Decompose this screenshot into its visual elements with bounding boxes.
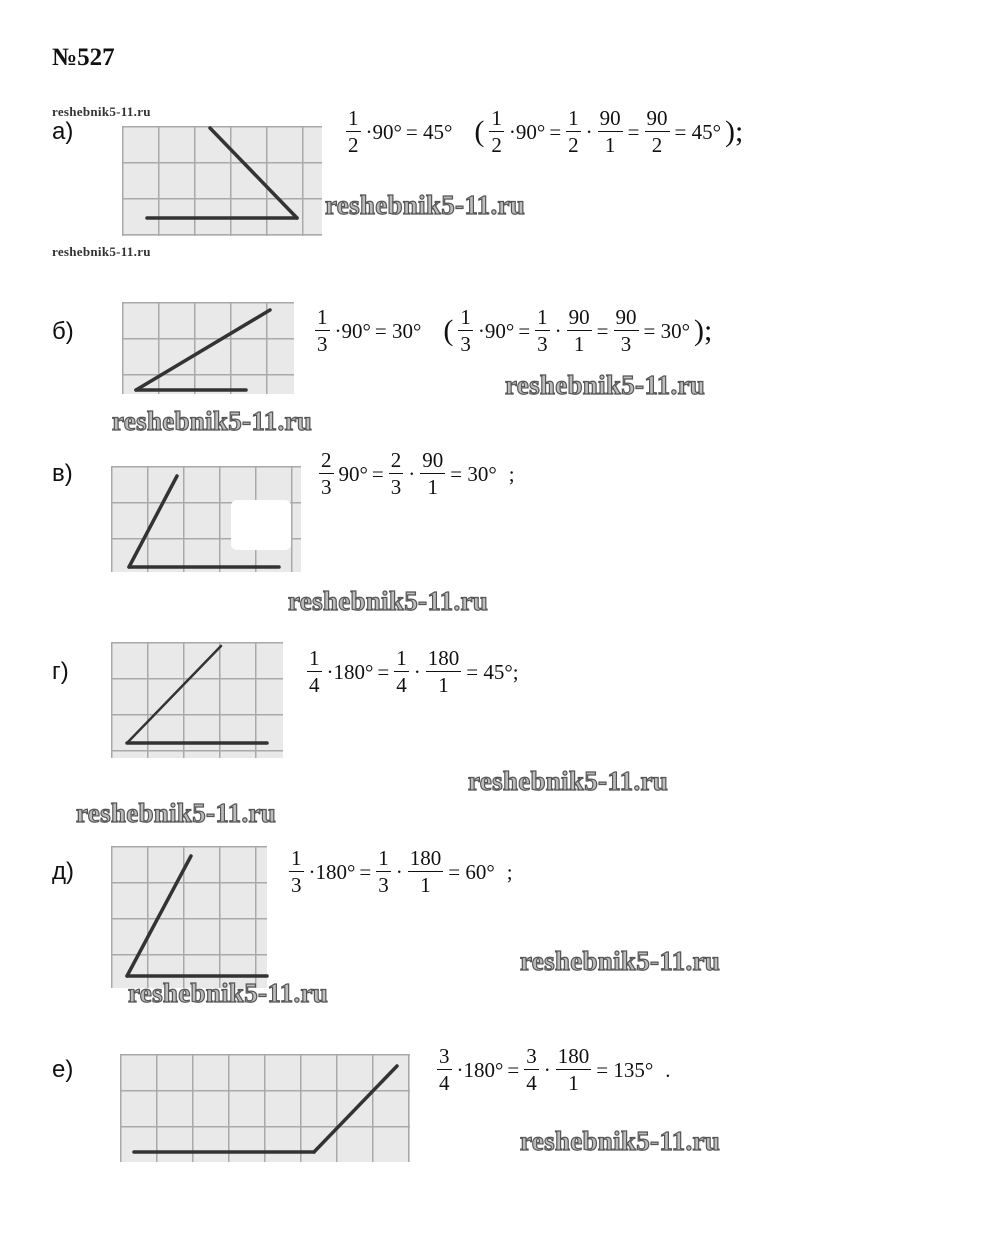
numerator: 1 bbox=[291, 846, 302, 870]
math-term: ·90° bbox=[477, 318, 515, 343]
solution-a bbox=[343, 108, 745, 156]
math-term: · bbox=[408, 461, 416, 486]
numerator: 1 bbox=[348, 106, 359, 130]
math-term: ; bbox=[508, 461, 515, 486]
fraction bbox=[489, 108, 504, 156]
fraction bbox=[556, 1046, 592, 1094]
math-term: = bbox=[627, 119, 640, 144]
fraction bbox=[614, 307, 639, 355]
math-term: = 45° bbox=[674, 119, 721, 144]
math-term: = 30° bbox=[643, 318, 690, 343]
denominator: 1 bbox=[573, 332, 585, 356]
watermark: reshebnik5-11.ru bbox=[520, 946, 721, 976]
fraction bbox=[307, 648, 322, 696]
watermark: reshebnik5-11.ru bbox=[128, 978, 329, 1008]
numerator: 90 bbox=[422, 448, 444, 472]
numerator: 1 bbox=[378, 846, 389, 870]
math-term: ·90° bbox=[365, 119, 402, 144]
numerator: 2 bbox=[321, 448, 332, 472]
math-term: = bbox=[507, 1057, 520, 1082]
denominator: 1 bbox=[568, 1071, 579, 1095]
fraction bbox=[289, 848, 304, 896]
watermark: reshebnik5-11.ru bbox=[520, 1126, 721, 1156]
numerator: 90 bbox=[599, 106, 621, 130]
numerator: 1 bbox=[568, 106, 579, 130]
fraction bbox=[315, 307, 330, 355]
denominator: 4 bbox=[309, 673, 320, 697]
item-label-e: е) bbox=[52, 1056, 74, 1083]
watermark: reshebnik5-11.ru bbox=[52, 104, 151, 119]
denominator: 2 bbox=[491, 133, 502, 157]
angle-drawing-g bbox=[111, 642, 283, 758]
denominator: 3 bbox=[537, 332, 548, 356]
numerator: 1 bbox=[396, 646, 407, 670]
denominator: 2 bbox=[651, 133, 663, 157]
fraction bbox=[376, 848, 391, 896]
fraction bbox=[524, 1046, 539, 1094]
math-paren: ( bbox=[474, 115, 485, 148]
fraction bbox=[535, 307, 550, 355]
numerator: 1 bbox=[309, 646, 320, 670]
denominator: 4 bbox=[439, 1071, 450, 1095]
math-term: ·90° bbox=[334, 318, 371, 343]
angle-drawing-e bbox=[120, 1054, 410, 1162]
angle-lines-b bbox=[122, 302, 294, 394]
math-paren: ); bbox=[694, 314, 713, 347]
math-term: . bbox=[665, 1057, 671, 1082]
fraction bbox=[567, 307, 592, 355]
math-term: = bbox=[377, 659, 390, 684]
angle-lines-g bbox=[111, 642, 283, 758]
numerator: 90 bbox=[615, 305, 637, 329]
math-term: = bbox=[359, 859, 372, 884]
item-label-v: в) bbox=[52, 460, 73, 487]
denominator: 3 bbox=[317, 332, 328, 356]
numerator: 1 bbox=[317, 305, 328, 329]
numerator: 1 bbox=[537, 305, 548, 329]
angle-drawing-b bbox=[122, 302, 294, 394]
watermark: reshebnik5-11.ru bbox=[468, 766, 669, 796]
erased-patch bbox=[231, 500, 291, 550]
fraction bbox=[319, 450, 334, 498]
watermark: reshebnik5-11.ru bbox=[325, 190, 526, 220]
denominator: 3 bbox=[460, 332, 471, 356]
numerator: 180 bbox=[409, 846, 442, 870]
math-term: · bbox=[395, 859, 403, 884]
math-term: = 30° bbox=[450, 461, 497, 486]
denominator: 4 bbox=[526, 1071, 537, 1095]
math-term: · bbox=[554, 318, 562, 343]
math-term: ·180° bbox=[326, 659, 374, 684]
math-term: = bbox=[549, 119, 562, 144]
item-label-b: б) bbox=[52, 318, 74, 345]
watermark: reshebnik5-11.ru bbox=[112, 406, 313, 436]
watermark: reshebnik5-11.ru bbox=[76, 798, 277, 828]
fraction bbox=[437, 1046, 452, 1094]
numerator: 3 bbox=[526, 1044, 537, 1068]
math-term: ·180° bbox=[456, 1057, 504, 1082]
fraction bbox=[346, 108, 361, 156]
fraction bbox=[420, 450, 445, 498]
math-term: ·90° bbox=[508, 119, 546, 144]
math-term: = bbox=[596, 318, 609, 343]
fraction bbox=[408, 848, 444, 896]
numerator: 2 bbox=[390, 448, 402, 472]
solution-d bbox=[286, 848, 515, 896]
numerator: 180 bbox=[557, 1044, 590, 1068]
math-term: 90° bbox=[338, 461, 368, 486]
angle-lines-d bbox=[111, 846, 267, 988]
item-label-a: а) bbox=[52, 118, 74, 145]
angle-drawing-a bbox=[122, 126, 322, 236]
numerator: 90 bbox=[568, 305, 590, 329]
item-label-d: д) bbox=[52, 858, 74, 885]
math-paren: ( bbox=[443, 314, 454, 347]
denominator: 4 bbox=[396, 673, 407, 697]
watermark: reshebnik5-11.ru bbox=[505, 370, 706, 400]
denominator: 1 bbox=[420, 873, 431, 897]
math-term: · bbox=[585, 119, 593, 144]
denominator: 3 bbox=[291, 873, 302, 897]
solution-e bbox=[434, 1046, 673, 1094]
denominator: 3 bbox=[321, 475, 332, 499]
denominator: 3 bbox=[620, 332, 632, 356]
angle-drawing-d bbox=[111, 846, 267, 988]
numerator: 3 bbox=[439, 1044, 450, 1068]
numerator: 1 bbox=[460, 305, 471, 329]
problem-title: №527 bbox=[52, 44, 115, 71]
denominator: 1 bbox=[604, 133, 616, 157]
math-term: = 135° bbox=[596, 1057, 654, 1082]
watermark: reshebnik5-11.ru bbox=[52, 244, 151, 259]
math-term: = 30° bbox=[374, 318, 422, 343]
math-term: = bbox=[518, 318, 531, 343]
watermark: reshebnik5-11.ru bbox=[288, 586, 489, 616]
math-term: = bbox=[371, 461, 384, 486]
math-term: · bbox=[543, 1057, 551, 1082]
fraction bbox=[645, 108, 670, 156]
math-term: ·180° bbox=[308, 859, 356, 884]
math-paren: ); bbox=[725, 115, 744, 148]
denominator: 2 bbox=[348, 133, 359, 157]
solution-g bbox=[304, 648, 521, 696]
denominator: 1 bbox=[427, 475, 438, 499]
numerator: 90 bbox=[646, 106, 668, 130]
math-term: = 60° bbox=[448, 859, 495, 884]
denominator: 3 bbox=[390, 475, 402, 499]
fraction bbox=[598, 108, 623, 156]
angle-lines-a bbox=[122, 126, 322, 236]
fraction bbox=[458, 307, 473, 355]
denominator: 1 bbox=[438, 673, 449, 697]
math-term: · bbox=[413, 659, 421, 684]
denominator: 3 bbox=[378, 873, 389, 897]
fraction bbox=[426, 648, 462, 696]
numerator: 180 bbox=[427, 646, 460, 670]
math-term: = 45°; bbox=[466, 659, 519, 684]
numerator: 1 bbox=[491, 106, 502, 130]
denominator: 2 bbox=[568, 133, 579, 157]
solution-b bbox=[312, 307, 714, 355]
fraction bbox=[394, 648, 409, 696]
fraction bbox=[566, 108, 581, 156]
solution-v bbox=[316, 450, 517, 498]
angle-drawing-v bbox=[111, 466, 301, 572]
math-term: ; bbox=[506, 859, 513, 884]
fraction bbox=[389, 450, 404, 498]
math-term: = 45° bbox=[405, 119, 453, 144]
item-label-g: г) bbox=[52, 658, 69, 685]
angle-lines-e bbox=[120, 1054, 410, 1162]
